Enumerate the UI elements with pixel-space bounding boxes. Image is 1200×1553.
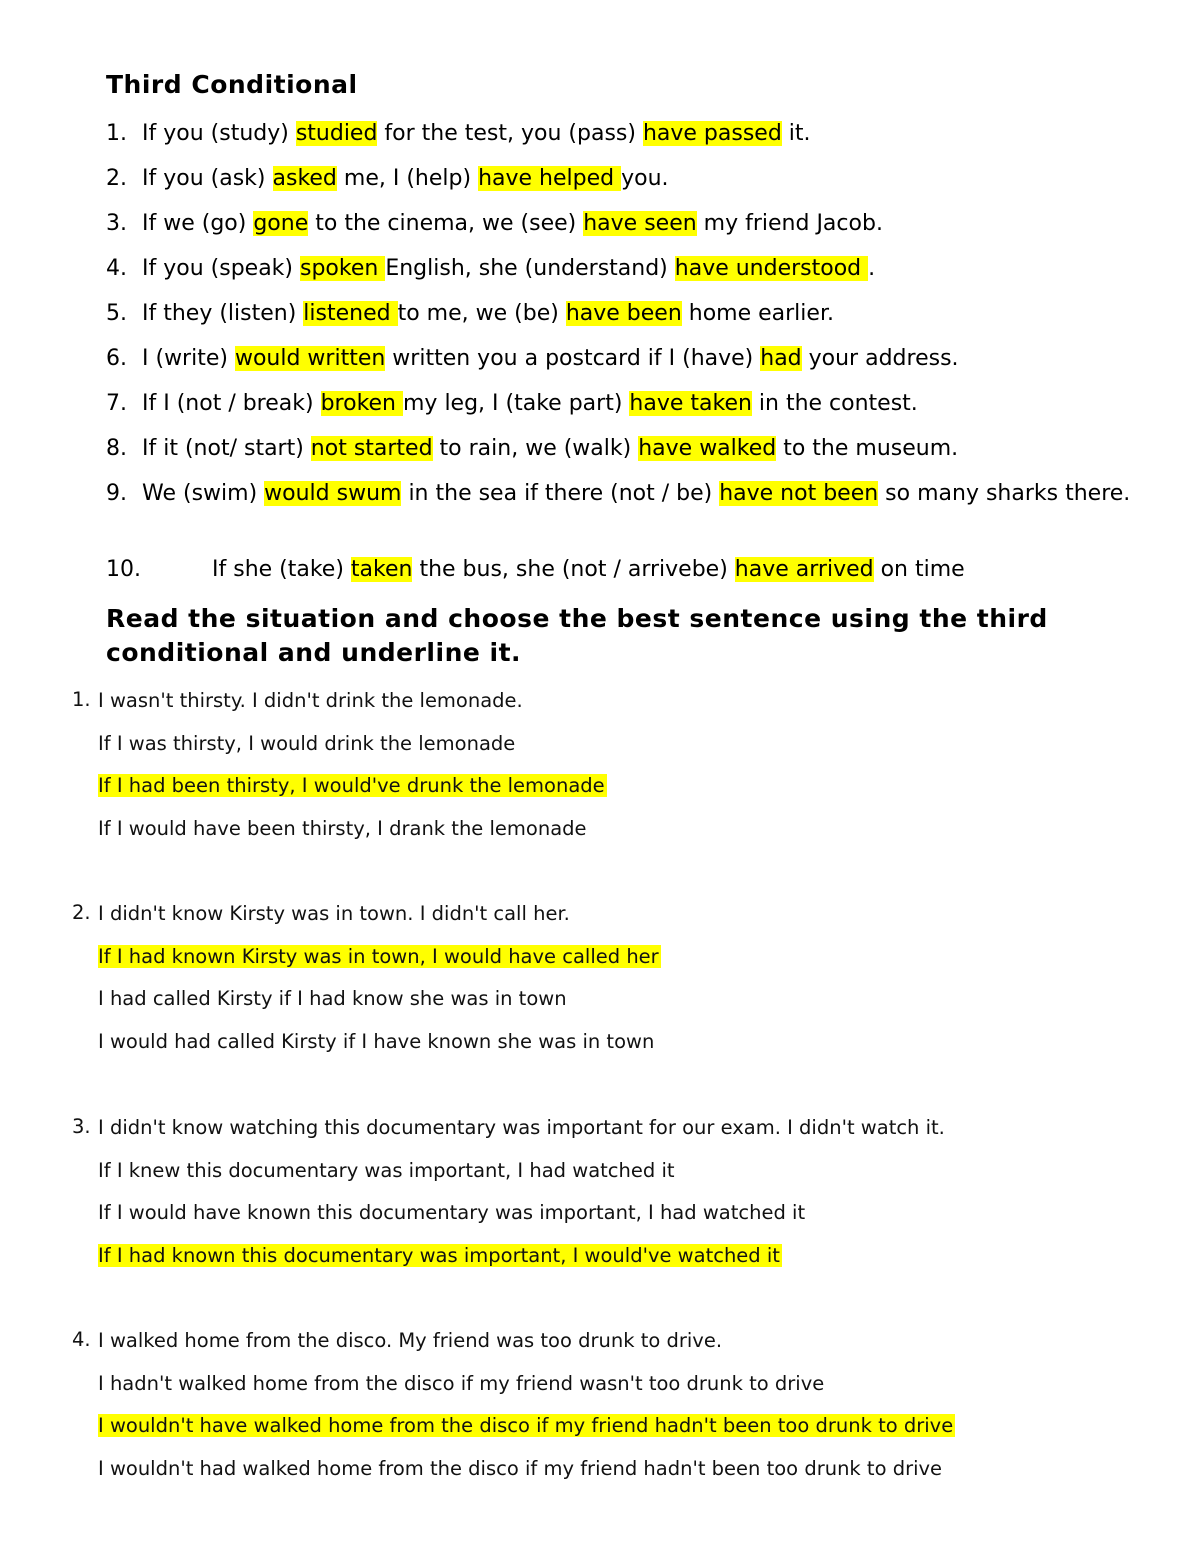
answer-option-correct[interactable] [98,1413,1132,1439]
answer-highlight: have been [565,301,682,326]
answer-highlight: spoken [300,256,386,281]
sentence-text: me, I (help) [336,166,479,191]
exercise-sentence [212,555,1136,585]
exercise-item [106,434,1136,464]
exercise-sentence [142,389,1136,419]
sentence-text: my leg, I (take part) [403,391,630,416]
answer-highlight: had [760,346,802,371]
sentence-text: If she (take) [212,557,351,582]
option-text-highlighted: If I had known Kirsty was in town, I would have called her [98,944,659,968]
answer-highlight: studied [295,121,378,146]
sentence-text: English, she (understand) [385,256,675,281]
answer-highlight: would written [234,346,386,371]
option-text-highlighted: I wouldn't have walked home from the disco if my friend hadn't been too drunk to drive [98,1414,954,1438]
sentence-text: the bus, she (not / arrivebe) [412,557,735,582]
exercise-sentence [142,119,1136,149]
question-block [72,1328,1132,1482]
question-block [72,688,1132,842]
exercise-sentence [142,209,1136,239]
sentence-text: I (write) [142,346,235,371]
question-prompt: I wasn't thirsty. I didn't drink the lemonade. [98,689,523,712]
answer-highlight: have seen [583,211,697,236]
sentence-text: If I (not / break) [142,391,321,416]
exercise-item [106,209,1136,239]
answer-option[interactable] [98,1200,1132,1226]
sentence-text: If it (not/ start) [142,436,311,461]
question-number: 4. [72,1328,91,1351]
option-text: If I would have known this documentary was important, I had watched it [98,1201,806,1225]
answer-highlight: have taken [629,391,752,416]
answer-highlight: have helped [478,166,622,191]
exercise-number: 3. [106,211,127,236]
sentence-text: . [868,256,876,281]
option-text: I hadn't walked home from the disco if my friend wasn't too drunk to drive [98,1371,825,1395]
option-text: If I was thirsty, I would drink the lemonade [98,731,516,755]
sentence-text: We (swim) [142,481,265,506]
question-number: 1. [72,688,91,711]
question-prompt: I didn't know watching this documentary was important for our exam. I didn't watch it. [98,1116,945,1139]
question-block [72,1115,1132,1269]
answer-highlight: have arrived [734,557,874,582]
question-prompt: I walked home from the disco. My friend was too drunk to drive. [98,1329,723,1352]
sentence-text: home earlier. [681,301,834,326]
sentence-text: to the museum. [776,436,959,461]
answer-highlight: gone [253,211,309,236]
sentence-text: to me, we (be) [397,301,566,326]
answer-highlight: taken [350,557,413,582]
answer-option[interactable] [98,816,1132,842]
sentence-text: If you (ask) [142,166,273,191]
question-prompt: I didn't know Kirsty was in town. I didn't call her. [98,902,570,925]
sentence-text: on time [873,557,965,582]
answer-option[interactable] [98,1371,1132,1397]
exercise-number: 2. [106,166,127,191]
sentence-text: If we (go) [142,211,254,236]
sentence-text: so many sharks there. [878,481,1131,506]
exercise-number: 5. [106,301,127,326]
exercise-sentence [142,344,1136,374]
exercise-item [106,119,1136,149]
exercise-item [106,479,1136,509]
answer-option[interactable] [98,1158,1132,1184]
answer-option-correct[interactable] [98,944,1132,970]
answer-highlight: have passed [642,121,782,146]
exercise-sentence [142,164,1136,194]
sentence-text: in the sea if there (not / be) [401,481,720,506]
exercise-sentence [142,434,1136,464]
option-text: If I knew this documentary was important, I had watched it [98,1158,675,1182]
answer-option[interactable] [98,1456,1132,1482]
answer-option-correct[interactable] [98,1243,1132,1269]
sentence-text: written you a postcard if I (have) [385,346,761,371]
exercise-number: 8. [106,436,127,461]
option-text: I wouldn't had walked home from the disco if my friend hadn't been too drunk to drive [98,1456,943,1480]
sentence-text: If you (speak) [142,256,300,281]
exercise-item [106,254,1136,284]
answer-option[interactable] [98,731,1132,757]
sentence-text: it. [781,121,811,146]
answer-highlight: have not been [719,481,879,506]
sentence-text: in the contest. [751,391,918,416]
answer-option-correct[interactable] [98,773,1132,799]
exercise-sentence [142,254,1136,284]
exercise-item [106,344,1136,374]
exercise-sentence [142,299,1136,329]
answer-highlight: broken [320,391,403,416]
answer-highlight: not started [310,436,433,461]
exercise-number: 10. [106,557,141,582]
sentence-text: If they (listen) [142,301,304,326]
sentence-text: for the test, you (pass) [377,121,643,146]
answer-highlight: listened [303,301,398,326]
sentence-text: If you (study) [142,121,296,146]
option-text-highlighted: If I had been thirsty, I would've drunk the lemonade [98,774,605,798]
sentence-text: my friend Jacob. [696,211,883,236]
answer-highlight: asked [272,166,337,191]
exercise-number: 9. [106,481,127,506]
exercise-number: 1. [106,121,127,146]
answer-highlight: would swum [264,481,402,506]
exercise-number: 4. [106,256,127,281]
option-text: If I would have been thirsty, I drank the lemonade [98,816,587,840]
option-text: I had called Kirsty if I had know she was in town [98,987,567,1011]
exercise-item [106,299,1136,329]
exercise-item [106,164,1136,194]
question-number: 2. [72,901,91,924]
section-heading: Read the situation and choose the best sentence using the third conditional and underline it. [106,604,1048,667]
exercise-item [106,555,1136,585]
exercise-number: 7. [106,391,127,416]
sentence-text: you. [621,166,669,191]
page-title: Third Conditional [106,70,358,99]
question-number: 3. [72,1115,91,1138]
exercise-item [106,389,1136,419]
exercise-number: 6. [106,346,127,371]
sentence-text: to rain, we (walk) [432,436,639,461]
exercise-sentence [142,479,1136,509]
option-text: I would had called Kirsty if I have known she was in town [98,1029,655,1053]
sentence-text: your address. [801,346,959,371]
sentence-text: to the cinema, we (see) [308,211,584,236]
answer-highlight: have walked [638,436,777,461]
answer-highlight: have understood [674,256,869,281]
answer-option[interactable] [98,986,1132,1012]
option-text-highlighted: If I had known this documentary was important, I would've watched it [98,1243,780,1267]
question-block [72,901,1132,1055]
answer-option[interactable] [98,1029,1132,1055]
